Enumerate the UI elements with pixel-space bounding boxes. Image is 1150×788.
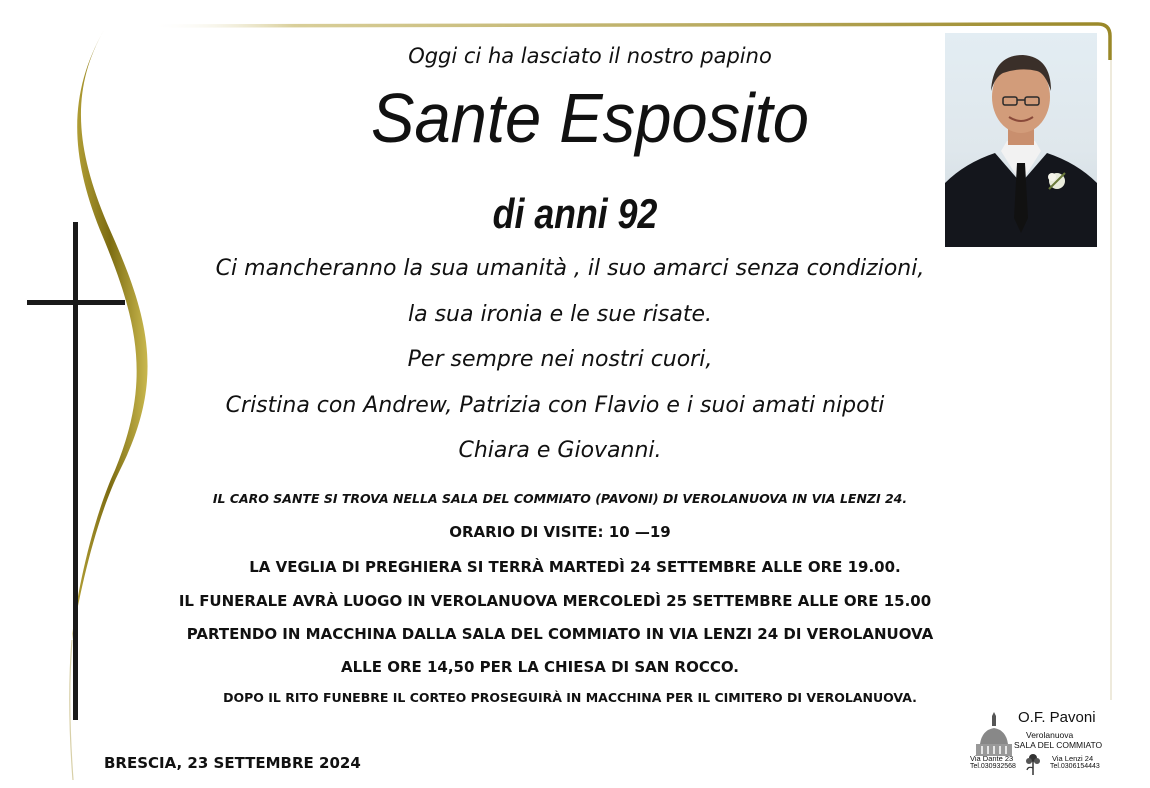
agency-phone-right: Tel.0306154443 bbox=[1050, 763, 1100, 770]
agency-logo bbox=[968, 708, 1103, 784]
place-date: BRESCIA, 23 SETTEMBRE 2024 bbox=[104, 754, 361, 772]
message-line: la sua ironia e le sue risate. bbox=[408, 302, 712, 327]
visiting-hours: ORARIO DI VISITE: 10 —19 bbox=[449, 523, 671, 541]
agency-name: O.F. Pavoni bbox=[1018, 709, 1096, 726]
deceased-age: di anni 92 bbox=[492, 190, 658, 237]
message-line: Chiara e Giovanni. bbox=[458, 438, 662, 463]
portrait-image bbox=[945, 33, 1097, 247]
message-line: Ci mancheranno la sua umanità , il suo amarci senza condizioni, bbox=[215, 256, 925, 281]
procession-info: DOPO IL RITO FUNEBRE IL CORTEO PROSEGUIRÀ IN MACCHINA PER IL CIMITERO DI VEROLANUOVA. bbox=[223, 690, 917, 705]
agency-address-left: Via Dante 23 bbox=[970, 754, 1014, 763]
agency-address-right: Via Lenzi 24 bbox=[1052, 754, 1094, 763]
vigil-info: LA VEGLIA DI PREGHIERA SI TERRÀ MARTEDÌ 24 SETTEMBRE ALLE ORE 19.00. bbox=[249, 558, 901, 576]
agency-phone-left: Tel.030932568 bbox=[970, 763, 1016, 770]
deceased-name: Sante Esposito bbox=[371, 79, 809, 157]
cross-icon bbox=[27, 222, 125, 720]
church-icon bbox=[972, 710, 1016, 760]
flower-icon bbox=[1024, 752, 1042, 776]
funeral-info: IL FUNERALE AVRÀ LUOGO IN VEROLANUOVA MERCOLEDÌ 25 SETTEMBRE ALLE ORE 15.00 bbox=[178, 592, 932, 610]
church-info: ALLE ORE 14,50 PER LA CHIESA DI SAN ROCCO. bbox=[341, 658, 739, 676]
message-line: Per sempre nei nostri cuori, bbox=[407, 347, 713, 372]
message-line: Cristina con Andrew, Patrizia con Flavio e i suoi amati nipoti bbox=[225, 393, 885, 418]
agency-hall: SALA DEL COMMIATO bbox=[1014, 740, 1103, 750]
portrait-photo bbox=[945, 33, 1097, 247]
intro-line: Oggi ci ha lasciato il nostro papino bbox=[408, 44, 772, 68]
agency-town: Verolanuova bbox=[1026, 730, 1074, 740]
location-info: IL CARO SANTE SI TROVA NELLA SALA DEL COMMIATO (PAVONI) DI VEROLANUOVA IN VIA LENZI 24. bbox=[212, 491, 908, 506]
departure-info: PARTENDO IN MACCHINA DALLA SALA DEL COMMIATO IN VIA LENZI 24 DI VEROLANUOVA bbox=[186, 625, 934, 643]
